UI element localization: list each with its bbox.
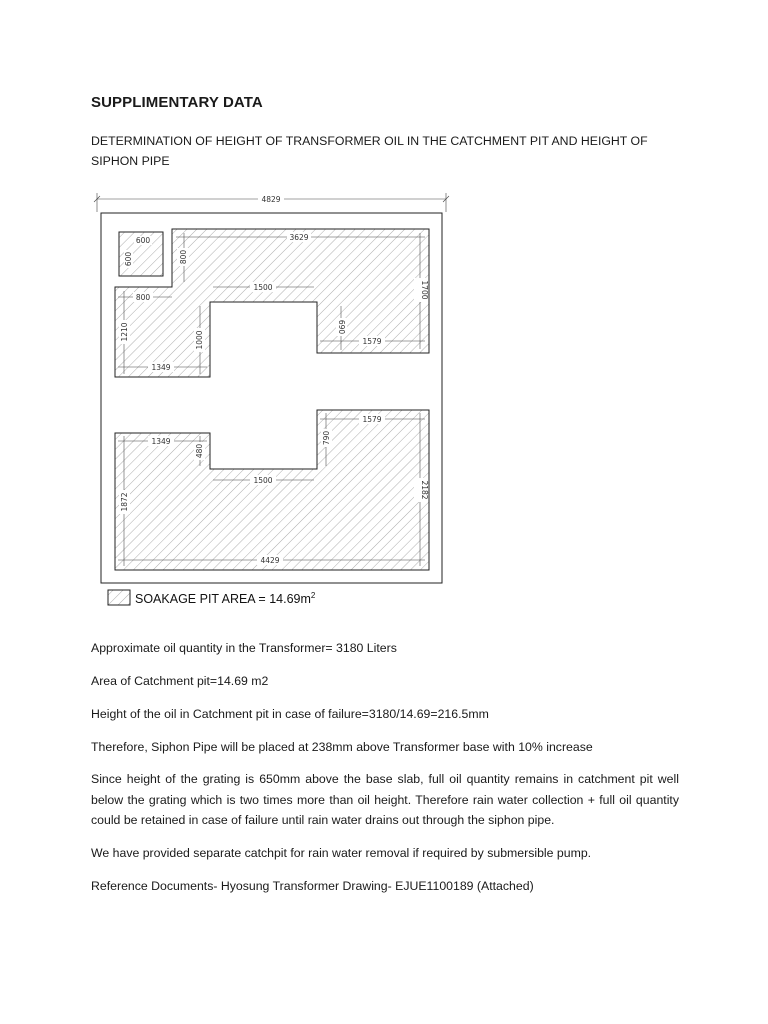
- dim-upper-right-bottom: 1579: [362, 337, 382, 346]
- dim-lower-opening-depth: 790: [322, 430, 331, 446]
- lower-soakage-area: [115, 410, 429, 570]
- section-subtitle: DETERMINATION OF HEIGHT OF TRANSFORMER OIL IN THE CATCHMENT PIT AND HEIGHT OF SIPHON PIPE: [91, 134, 648, 168]
- dim-lower-right-height: 2182: [420, 480, 429, 500]
- legend-hatch-swatch: [108, 590, 130, 605]
- dim-upper-bottom-left: 1349: [151, 363, 171, 372]
- dim-lower-top-right: 1579: [362, 415, 382, 424]
- dim-overall-width: 4829: [261, 195, 281, 204]
- dim-upper-left-step: 800: [135, 293, 151, 302]
- dim-upper-left-height: 1210: [120, 322, 129, 342]
- dim-catchpit-width: 600: [135, 236, 151, 245]
- paragraph-rain-water-catchpit: We have provided separate catchpit for rain water removal if required by submersible pump.: [91, 846, 592, 860]
- dim-upper-right-height: 1700: [420, 280, 429, 300]
- dim-upper-inner-left: 1000: [195, 330, 204, 350]
- dim-lower-opening-width: 1500: [253, 476, 273, 485]
- dim-lower-bottom-width: 4429: [260, 556, 280, 565]
- paragraph-oil-quantity: Approximate oil quantity in the Transformer= 3180 Liters: [91, 641, 397, 655]
- dim-lower-top-left: 1349: [151, 437, 171, 446]
- dim-catchpit-height: 600: [124, 251, 133, 267]
- dim-upper-top-width: 3629: [289, 233, 309, 242]
- dim-lower-left-height: 1872: [120, 492, 129, 512]
- legend-superscript: 2: [310, 591, 316, 600]
- paragraph-catchment-area: Area of Catchment pit=14.69 m2: [91, 674, 269, 688]
- dim-upper-opening-width: 1500: [253, 283, 273, 292]
- dim-upper-left-neck: 800: [179, 249, 188, 265]
- dim-lower-step-left: 480: [195, 443, 204, 459]
- page-title: SUPPLIMENTARY DATA: [91, 94, 263, 111]
- paragraph-oil-height: Height of the oil in Catchment pit in case of failure=3180/14.69=216.5mm: [91, 707, 489, 721]
- paragraph-reference-documents: Reference Documents- Hyosung Transformer Drawing- EJUE1100189 (Attached): [91, 879, 534, 893]
- paragraph-grating-explanation: Since height of the grating is 650mm above the base slab, full oil quantity remains in catchment pit well below the grating which is two times more than oil height. Therefore rain water collection + full oil quantity could be retained in case of failure until rain water drains out through the siphon pipe.: [91, 772, 679, 827]
- legend-label: SOAKAGE PIT AREA = $14.69m^2$: [135, 591, 316, 606]
- dim-upper-opening-depth: 690: [337, 319, 346, 335]
- paragraph-siphon-placement: Therefore, Siphon Pipe will be placed at 238mm above Transformer base with 10% increase: [91, 740, 593, 754]
